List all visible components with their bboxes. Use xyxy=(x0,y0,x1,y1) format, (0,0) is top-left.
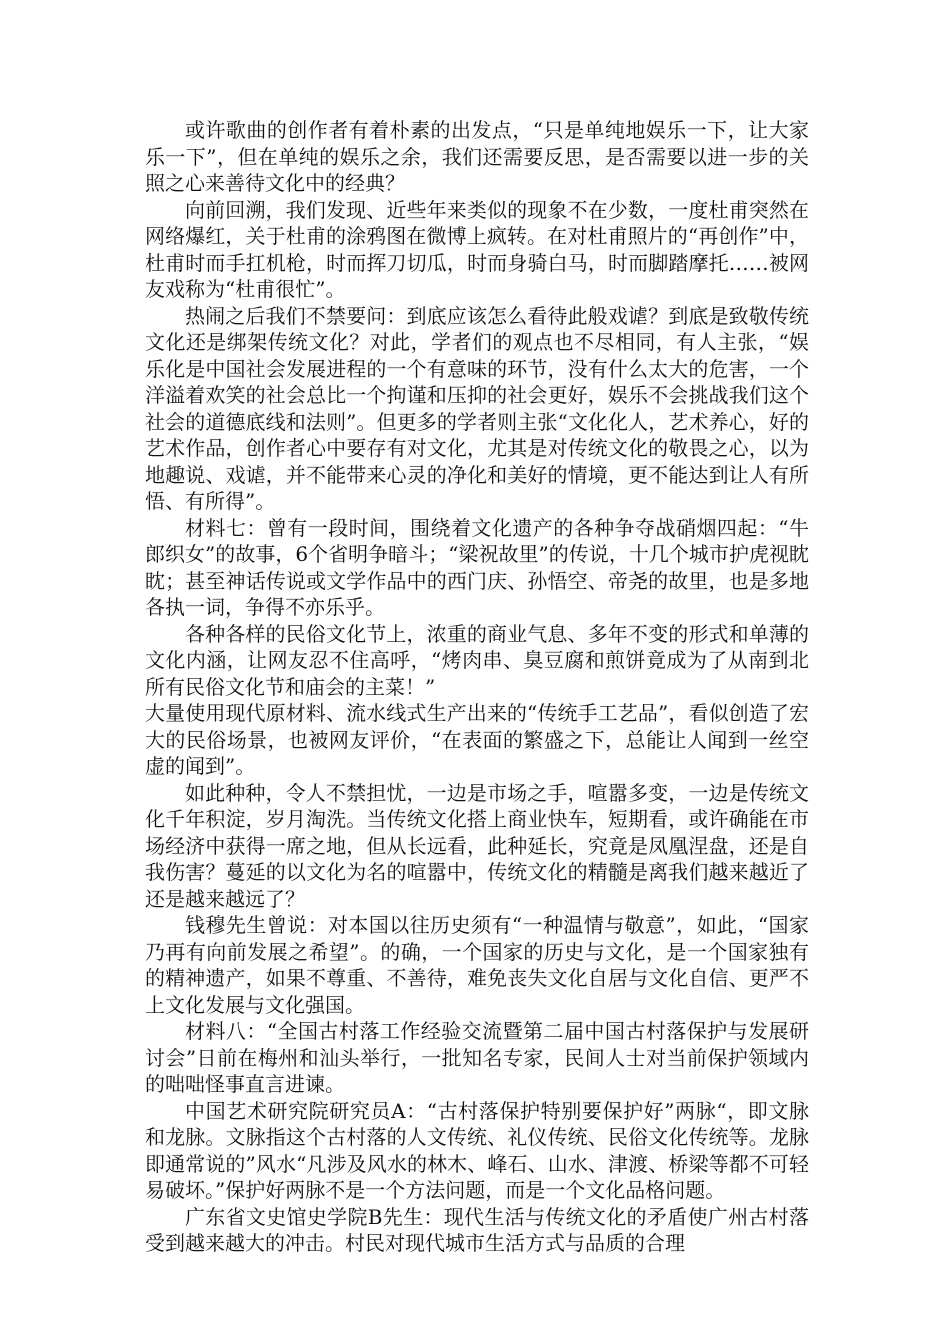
paragraph-1: 或许歌曲的创作者有着朴素的出发点，“只是单纯地娱乐一下，让大家乐一下”，但在单纯的娱乐之余，我们还需要反思，是否需要以进一步的关照之心来善待文化中的经典？ xyxy=(145,118,809,195)
paragraph-material-7: 材料七：曾有一段时间，围绕着文化遗产的各种争夺战硝烟四起：“牛郎织女”的故事，6个省明争暗斗；“梁祝故里”的传说，十几个城市护虎视眈眈；甚至神话传说或文学作品中的西门庆、孙悟空、帝尧的故里，也是多地各执一词，争得不亦乐乎。 xyxy=(145,515,809,619)
paragraph-11: 广东省文史馆史学院B先生：现代生活与传统文化的矛盾使广州古村落受到越来越大的冲击。村民对现代城市生活方式与品质的合理 xyxy=(145,1204,809,1255)
document-body xyxy=(145,117,809,1257)
paragraph-material-8: 材料八：“全国古村落工作经验交流暨第二届中国古村落保护与发展研讨会”日前在梅州和汕头举行，一批知名专家，民间人士对当前保护领域内的咄咄怪事直言进谏。 xyxy=(145,1019,809,1096)
paragraph-6: 大量使用现代原材料、流水线式生产出来的“传统手工艺品”，看似创造了宏大的民俗场景，也被网友评价，“在表面的繁盛之下，总能让人闻到一丝空虚的闻到”。 xyxy=(145,701,809,778)
paragraph-7: 如此种种，令人不禁担忧，一边是市场之手，喧嚣多变，一边是传统文化千年积淀，岁月淘洗。当传统文化搭上商业快车，短期看，或许确能在市场经济中获得一席之地，但从长远看，此种延长，究竟是凤凰涅盘，还是自我伤害？蔓延的以文化为名的喧嚣中，传统文化的精髓是离我们越来越近了还是越来越远了？ xyxy=(145,780,809,911)
paragraph-2: 向前回溯，我们发现、近些年来类似的现象不在少数，一度杜甫突然在网络爆红，关于杜甫的涂鸦图在微博上疯转。在对杜甫照片的“再创作”中，杜甫时而手扛机枪，时而挥刀切瓜，时而身骑白马，时而脚踏摩托……被网友戏称为“杜甫很忙”。 xyxy=(145,197,809,301)
paragraph-8: 钱穆先生曾说：对本国以往历史须有“一种温情与敬意”，如此，“国家乃再有向前发展之希望”。的确，一个国家的历史与文化，是一个国家独有的精神遗产，如果不尊重、不善待，难免丧失文化自居与文化自信、更严不上文化发展与文化强国。 xyxy=(145,913,809,1017)
paragraph-3: 热闹之后我们不禁要问：到底应该怎么看待此般戏谑？到底是致敬传统文化还是绑架传统文化？对此，学者们的观点也不尽相同，有人主张，“娱乐化是中国社会发展进程的一个有意味的环节，没有什么太大的危害，一个洋溢着欢笑的社会总比一个拘谨和压抑的社会更好，娱乐不会挑战我们这个社会的道德底线和法则”。但更多的学者则主张“文化化人，艺术养心，好的艺术作品，创作者心中要存有对文化，尤其是对传统文化的敬畏之心，以为地趣说、戏谑，并不能带来心灵的净化和美好的情境，更不能达到让人有所悟、有所得”。 xyxy=(145,303,809,513)
paragraph-5: 各种各样的民俗文化节上，浓重的商业气息、多年不变的形式和单薄的文化内涵，让网友忍不住高呼，“烤肉串、臭豆腐和煎饼竟成为了从南到北所有民俗文化节和庙会的主菜！” xyxy=(145,621,809,699)
paragraph-10: 中国艺术研究院研究员A：“古村落保护特别要保护好”两脉“，即文脉和龙脉。文脉指这个古村落的人文传统、礼仪传统、民俗文化传统等。龙脉即通常说的”风水“凡涉及风水的林木、峰石、山水、津渡、桥梁等都不可轻易破坏。”保护好两脉不是一个方法问题，而是一个文化品格问题。 xyxy=(145,1098,809,1202)
